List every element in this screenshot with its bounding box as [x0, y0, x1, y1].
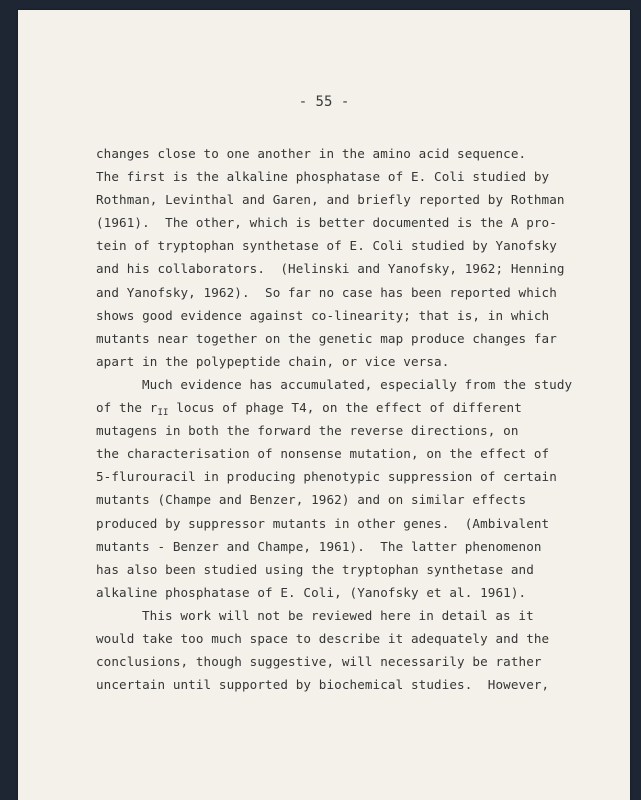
- document-page: [18, 10, 630, 800]
- text-line: conclusions, though suggestive, will necessarily be rather: [96, 654, 542, 670]
- text-line: mutants near together on the genetic map produce changes far: [96, 330, 557, 346]
- text-line: The first is the alkaline phosphatase of E. Coli studied by: [96, 169, 550, 185]
- text-line: Much evidence has accumulated, especially from the study: [142, 376, 573, 392]
- text-line: This work will not be reviewed here in detail as it: [142, 607, 534, 623]
- body-text: [96, 142, 573, 696]
- text-line: produced by suppressor mutants in other genes. (Ambivalent: [96, 515, 550, 531]
- text-line: mutagens in both the forward the reverse directions, on: [96, 423, 519, 439]
- text-line: alkaline phosphatase of E. Coli, (Yanofsky et al. 1961).: [96, 584, 527, 600]
- text-line: and Yanofsky, 1962). So far no case has been reported which: [96, 284, 557, 300]
- text-line: shows good evidence against co-linearity; that is, in which: [96, 307, 550, 323]
- text-line: would take too much space to describe it adequately and the: [96, 630, 550, 646]
- text-line: tein of tryptophan synthetase of E. Coli studied by Yanofsky: [96, 238, 557, 254]
- text-line: mutants (Champe and Benzer, 1962) and on similar effects: [96, 492, 527, 508]
- text-line-part: of the r: [96, 400, 158, 416]
- text-line: the characterisation of nonsense mutation, on the effect of: [96, 446, 550, 462]
- text-line: apart in the polypeptide chain, or vice versa.: [96, 353, 450, 369]
- text-line: (1961). The other, which is better documented is the A pro-: [96, 215, 557, 231]
- text-line: has also been studied using the tryptophan synthetase and: [96, 561, 534, 577]
- text-line: changes close to one another in the amino acid sequence.: [96, 146, 527, 161]
- text-line: uncertain until supported by biochemical studies. However,: [96, 677, 550, 693]
- text-line-part: locus of phage T4, on the effect of different: [168, 400, 522, 416]
- page-number: - 55 -: [298, 94, 350, 110]
- text-line: and his collaborators. (Helinski and Yanofsky, 1962; Henning: [96, 261, 565, 277]
- text-line: 5-flurouracil in producing phenotypic suppression of certain: [96, 469, 557, 485]
- text-line: mutants - Benzer and Champe, 1961). The latter phenomenon: [96, 538, 542, 554]
- text-line: Rothman, Levinthal and Garen, and briefly reported by Rothman: [96, 192, 565, 208]
- text-line: [96, 396, 536, 419]
- subscript: II: [157, 408, 169, 419]
